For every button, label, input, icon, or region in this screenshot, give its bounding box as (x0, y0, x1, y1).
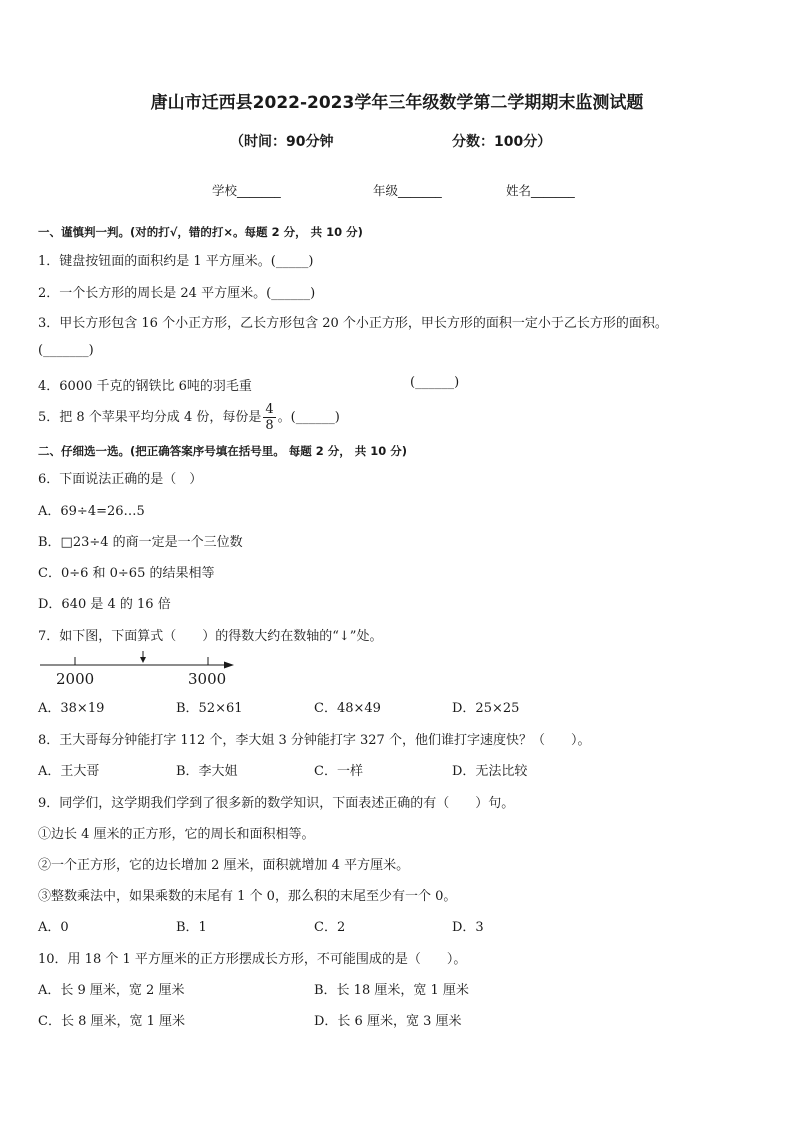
option-8a: A．王大哥 (38, 764, 100, 779)
option-9d: D．3 (452, 920, 484, 935)
question-10: 10．用 18 个 1 平方厘米的正方形摆成长方形，不可能围成的是（ ）。 (38, 952, 467, 967)
statement-9-1: ①边长 4 厘米的正方形，它的周长和面积相等。 (38, 827, 315, 842)
option-7d: D．25×25 (452, 701, 520, 716)
question-2: 2．一个长方形的周长是 24 平方厘米。(______) (38, 286, 316, 301)
question-1: 1．键盘按钮面的面积约是 1 平方厘米。(_____) (38, 254, 314, 269)
question-7: 7．如下图，下面算式（ ）的得数大约在数轴的“↓”处。 (38, 629, 383, 644)
option-7a: A．38×19 (38, 701, 105, 716)
question-3-blank: (_______) (38, 343, 94, 358)
question-4: 4．6000 千克的钢铁比 6吨的羽毛重 (38, 379, 252, 394)
page-title: 唐山市迁西县2022-2023学年三年级数学第二学期期末监测试题 (150, 93, 644, 113)
fraction (263, 402, 275, 433)
option-8d: D．无法比较 (452, 764, 528, 779)
option-7b: B．52×61 (176, 701, 243, 716)
number-line-label-3000: 3000 (188, 670, 227, 688)
section1-heading: 一、谨慎判一判。(对的打√，错的打×。每题 2 分， 共 10 分) (38, 225, 363, 239)
question-5-blank: 。(______) (277, 410, 340, 425)
arrow-right-icon (224, 662, 234, 669)
option-9b: B．1 (176, 920, 207, 935)
question-4-blank: (______) (410, 375, 460, 390)
arrow-down-icon (140, 657, 146, 663)
question-5 (38, 402, 340, 433)
grade-field: 年级_______ (373, 183, 442, 198)
question-3: 3．甲长方形包含 16 个小正方形，乙长方形包含 20 个小正方形，甲长方形的面积一定小于乙长方形的面积。 (38, 316, 668, 331)
statement-9-2: ②一个正方形，它的边长增加 2 厘米，面积就增加 4 平方厘米。 (38, 858, 410, 873)
option-7c: C．48×49 (314, 701, 381, 716)
option-9a: A．0 (38, 920, 69, 935)
question-8: 8．王大哥每分钟能打字 112 个，李大姐 3 分钟能打字 327 个，他们谁打字速度快？（ ）。 (38, 733, 591, 748)
statement-9-3: ③整数乘法中，如果乘数的末尾有 1 个 0，那么积的末尾至少有一个 0。 (38, 889, 457, 904)
option-6c: C．0÷6 和 0÷65 的结果相等 (38, 566, 215, 581)
question-5-text: 5．把 8 个苹果平均分成 4 份，每份是 (38, 410, 262, 425)
option-10a: A．长 9 厘米，宽 2 厘米 (38, 983, 185, 998)
question-9: 9．同学们，这学期我们学到了很多新的数学知识，下面表述正确的有（ ）句。 (38, 796, 515, 811)
option-10d: D．长 6 厘米，宽 3 厘米 (314, 1014, 462, 1029)
number-line-label-2000: 2000 (56, 670, 95, 688)
name-field: 姓名_______ (506, 183, 575, 198)
option-8b: B．李大姐 (176, 764, 238, 779)
section2-heading: 二、仔细选一选。(把正确答案序号填在括号里。 每题 2 分， 共 10 分) (38, 444, 408, 458)
option-8c: C．一样 (314, 764, 363, 779)
option-6d: D．640 是 4 的 16 倍 (38, 597, 171, 612)
fraction-numerator: 4 (265, 402, 274, 417)
option-6a: A．69÷4=26…5 (38, 504, 145, 519)
question-6: 6．下面说法正确的是（ ） (38, 472, 203, 487)
option-9c: C．2 (314, 920, 346, 935)
option-10b: B．长 18 厘米，宽 1 厘米 (314, 983, 469, 998)
exam-score: 分数：100分） (452, 134, 552, 150)
exam-time: （时间：90分钟 (230, 134, 334, 150)
fraction-denominator: 8 (265, 418, 274, 433)
school-field: 学校_______ (212, 183, 281, 198)
option-6b: B．□23÷4 的商一定是一个三位数 (38, 535, 243, 550)
option-10c: C．长 8 厘米，宽 1 厘米 (38, 1014, 186, 1029)
